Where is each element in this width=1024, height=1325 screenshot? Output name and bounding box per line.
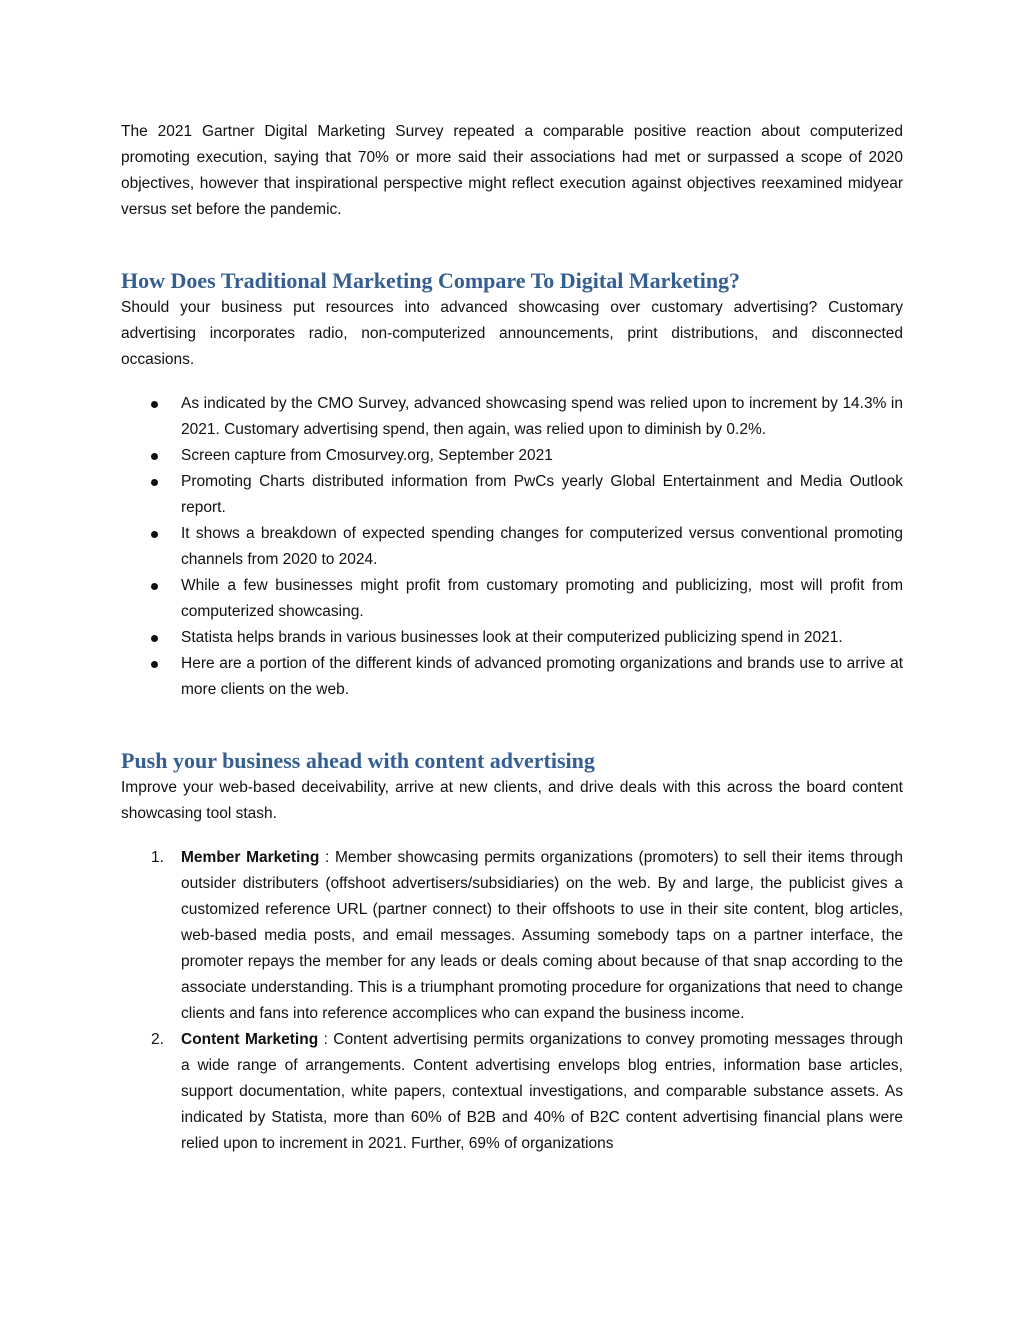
list-term: Member Marketing bbox=[181, 849, 320, 866]
bullet-icon bbox=[151, 635, 158, 642]
bullet-text: As indicated by the CMO Survey, advanced showcasing spend was relied upon to increment by 14.3% in 2021. Customary advertising spend, then again, was relied upon to diminish by 0.2%. bbox=[181, 395, 903, 438]
bullet-icon bbox=[151, 531, 158, 538]
document-page bbox=[121, 119, 903, 1157]
bullet-list bbox=[121, 391, 903, 703]
bullet-text: Screen capture from Cmosurvey.org, September 2021 bbox=[181, 447, 553, 464]
list-description: : Member showcasing permits organizations (promoters) to sell their items through outsider distributers (offshoot advertisers/subsidiaries) on the web. By and large, the publicist gives a customized reference URL (partner connect) to their offshoots to use in their site content, blog articles, web-based media posts, and email messages. Assuming somebody taps on a partner interface, the promoter repays the member for any leads or deals coming about because of that snap according to the associate understanding. This is a triumphant promoting procedure for organizations that need to change clients and fans into reference accomplices who can expand the business income. bbox=[181, 849, 903, 1022]
bullet-icon bbox=[151, 401, 158, 408]
list-item bbox=[121, 521, 903, 573]
bullet-text: While a few businesses might profit from customary promoting and publicizing, most will profit from computerized showcasing. bbox=[181, 577, 903, 620]
bullet-icon bbox=[151, 661, 158, 668]
list-item bbox=[121, 651, 903, 703]
section1-paragraph: Should your business put resources into advanced showcasing over customary advertising? Customary advertising incorporates radio, non-computerized announcements, print distributions, and disconnected occasions. bbox=[121, 299, 903, 368]
numbered-list bbox=[121, 845, 903, 1157]
list-item bbox=[121, 391, 903, 443]
list-number: 2. bbox=[151, 1031, 164, 1048]
list-item-member-marketing bbox=[121, 845, 903, 1027]
bullet-icon bbox=[151, 583, 158, 590]
list-item bbox=[121, 443, 903, 469]
intro-paragraph: The 2021 Gartner Digital Marketing Survey repeated a comparable positive reaction about computerized promoting execution, saying that 70% or more said their associations had met or surpassed a scope of 2020 objectives, however that inspirational perspective might reflect execution against objectives reexamined midyear versus set before the pandemic. bbox=[121, 123, 903, 218]
list-term: Content Marketing bbox=[181, 1031, 319, 1048]
list-description: : Content advertising permits organizations to convey promoting messages through a wide range of arrangements. Content advertising envelops blog entries, information base articles, support documentation, white papers, contextual investigations, and comparable substance assets. As indicated by Statista, more than 60% of B2B and 40% of B2C content advertising financial plans were relied upon to increment in 2021. Further, 69% of organizations bbox=[181, 1031, 903, 1152]
bullet-text: Here are a portion of the different kinds of advanced promoting organizations and brands use to arrive at more clients on the web. bbox=[181, 655, 903, 698]
section-heading-traditional-vs-digital: How Does Traditional Marketing Compare To Digital Marketing? bbox=[121, 268, 741, 293]
section-heading-content-advertising: Push your business ahead with content advertising bbox=[121, 748, 595, 773]
list-item bbox=[121, 469, 903, 521]
bullet-text: Promoting Charts distributed information from PwCs yearly Global Entertainment and Media Outlook report. bbox=[181, 473, 903, 516]
list-item bbox=[121, 625, 903, 651]
bullet-icon bbox=[151, 453, 158, 460]
bullet-text: It shows a breakdown of expected spending changes for computerized versus conventional promoting channels from 2020 to 2024. bbox=[181, 525, 903, 568]
list-item bbox=[121, 573, 903, 625]
list-number: 1. bbox=[151, 849, 164, 866]
bullet-text: Statista helps brands in various businesses look at their computerized publicizing spend in 2021. bbox=[181, 629, 843, 646]
list-item-content-marketing bbox=[121, 1027, 903, 1157]
section2-paragraph: Improve your web-based deceivability, arrive at new clients, and drive deals with this across the board content showcasing tool stash. bbox=[121, 779, 903, 822]
bullet-icon bbox=[151, 479, 158, 486]
